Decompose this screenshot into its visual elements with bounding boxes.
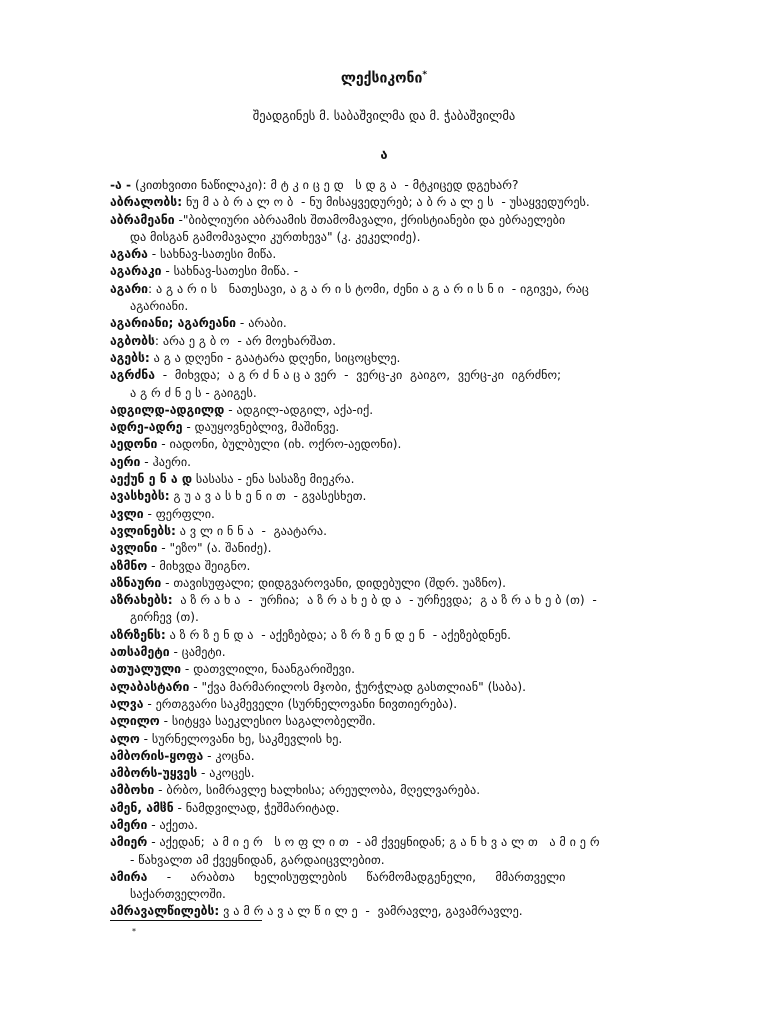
section-letter: ა [380,148,388,163]
entry-definition: - დაუყოვნებლივ, მაშინვე. [182,420,340,435]
dictionary-entry [110,661,710,678]
entry-headword: აზრზენს: [110,627,166,642]
entry-headword: ამრავალწილებს: [110,904,220,919]
entry-headword: აედონი [110,437,158,452]
dictionary-entry [110,436,710,453]
entry-definition: - აქეთა. [147,817,198,832]
entry-headword: ალო [110,731,140,746]
entry-headword: ალვა [110,696,144,711]
dictionary-entry [110,194,710,211]
entry-definition: - ადგილ-ადგილ, აქა-იქ. [224,402,374,417]
entry-definition: - სიტყვა საეკლესიო საგალობელში. [159,714,376,729]
dictionary-entry [110,419,710,436]
entry-headword: ათსამეტი [110,645,170,660]
authors-line: შეადგინეს მ. საბაშვილმა და მ. ჭაბაშვილმა [252,108,516,123]
entry-definition: - ერთგვარი საკმეველი (სურნელოვანი ნივთიერება). [143,696,458,711]
entry-definition: ვ ა მ რ ა ვ ა ლ წ ი ლ ე - ვამრავლე, გავამრავლე. [219,904,523,919]
entry-definition: - იადონი, ბულბული (იხ. ოქრო-აედონი). [157,437,402,452]
dictionary-entry [110,713,710,730]
entry-definition: - თავისუფალი; დიდგვაროვანი, დიდებული (შდრ. უაზნო). [161,575,507,590]
dictionary-entry [110,367,710,402]
dictionary-entry [110,627,710,644]
entry-headword: აგებს: [110,350,150,365]
entry-headword: აგარიანი; აგარეანი [110,316,237,331]
entry-definition: - აქედან; ა მ ი ე რ ს ო ფ ლ ი თ - ამ ქვეყნიდან; გ ა ნ ხ ვ ა ლ თ ა მ ი ე რ [147,835,600,850]
dictionary-entry [110,817,710,834]
entry-definition: - აკოცეს. [197,766,255,781]
dictionary-entry [110,246,710,263]
entry-headword: ავლინი [110,541,158,556]
dictionary-entry [110,869,710,904]
entry-headword: აზნაური [110,575,162,590]
entry-definition: - ნამდვილად, ჭეშმარიტად. [173,800,340,815]
entry-headword: ავლინებს: [110,523,176,538]
entry-definition: - სურნელოვანი ხე, საკმევლის ხე. [139,731,343,746]
entry-continuation: - წახვალთ ამ ქვეყნიდან, გარდაიცვლებით. [130,852,385,867]
dictionary-entry [110,903,710,920]
entry-definition: - მიხვდა შეიგნო. [147,558,251,573]
entry-headword: აექუნ ე ნ ა დ [110,472,193,487]
entry-definition: - სახნავ-სათესი მიწა. [147,247,277,262]
page-title: ლექსიკონი* [340,70,428,87]
dictionary-entry [110,471,710,488]
dictionary-entries [110,177,710,921]
entry-headword: ალილო [110,714,160,729]
dictionary-entry [110,748,710,765]
entry-headword: ამბოხი [110,783,155,798]
entry-definition: - ცამეტი. [169,645,226,660]
entry-definition: - არაბი. [236,316,287,331]
entry-definition: -"ბიბლიური აბრაამის შთამომავალი, ქრისტიანები და ებრაელები [174,212,566,227]
entry-headword: ალაბასტარი [110,679,190,694]
entry-headword: აერი [110,454,141,469]
entry-definition: : ა გ ა რ ი ს ნათესავი, ა გ ა რ ი ს ტომი, ძენი ა გ ა რ ი ს ნ ი - იგივეა, რაც [147,281,589,296]
dictionary-entry [110,488,710,505]
entry-headword: ამერი [110,817,148,832]
dictionary-entry [110,765,710,782]
footnote-reference: * [422,70,428,80]
entry-headword: ამენ, ამჱნ [110,800,174,815]
dictionary-entry [110,782,710,799]
entry-headword: ათუალული [110,662,182,677]
entry-headword: აბრამეანი [110,212,175,227]
entry-definition: - ბრბო, სიმრავლე ხალხისა; არეულობა, მღელვარება. [154,783,481,798]
dictionary-entry [110,212,710,247]
dictionary-entry [110,731,710,748]
entry-definition: - არაბთა ხელისუფლების წარმომადგენელი, მმართველი [147,869,566,884]
dictionary-entry [110,592,710,627]
entry-continuation: ა გ რ ძ ნ ე ს - გაიგეს. [130,385,257,400]
entry-headword: ავლი [110,506,144,521]
entry-definition: ა ზ რ ზ ე ნ დ ა - აქეზებდა; ა ზ რ ზ ე ნ დ ე ნ - აქეზებდნენ. [165,627,512,642]
entry-continuation: საქართველოში. [130,887,226,902]
entry-headword: ამირა [110,869,148,884]
entry-definition: - ჰაერი. [140,454,192,469]
entry-definition: - ფერფლი. [143,506,215,521]
dictionary-entry [110,679,710,696]
dictionary-entry [110,834,710,869]
entry-headword: აზრახებს: [110,593,173,608]
entry-definition: ნუ მ ა ბ რ ა ლ ო ბ - ნუ მისაყვედურებ; ა ბ რ ა ლ ე ს - უსაყვედურეს. [182,195,590,210]
entry-definition: ა ზ რ ა ხ ა - ურჩია; ა ზ რ ა ხ ე ბ დ ა - ურჩევდა; გ ა ზ რ ა ხ ე ბ (თ) - [172,593,597,608]
dictionary-entry [110,575,710,592]
entry-headword: აგრძნა [110,368,155,383]
dictionary-entry [110,558,710,575]
entry-headword: ავასხებს: [110,489,170,504]
entry-continuation: აგარიანი. [130,299,189,314]
entry-definition: გ უ ა ვ ა ს ხ ე ნ ი თ - გვასესხეთ. [169,489,367,504]
entry-continuation: გირჩევ (თ). [130,610,199,625]
entry-headword: -ა - [110,178,132,192]
dictionary-entry [110,263,710,280]
dictionary-entry [110,315,710,332]
entry-definition: - დათვლილი, ნაანგარიშევი. [181,662,356,677]
dictionary-entry [110,454,710,471]
dictionary-entry [110,800,710,817]
entry-headword: აზმნო [110,558,148,573]
dictionary-entry [110,540,710,557]
entry-definition: - მიხვდა; ა გ რ ძ ნ ა ც ა ვერ - ვერც-კი გაიგო, ვერც-კი იგრძნო; [154,368,562,383]
entry-headword: აბრალობს: [110,195,183,210]
entry-definition: : არა ე გ ბ ო - არ მოეხარშათ. [154,333,336,348]
entry-headword: ამბორის-ყოფა [110,748,204,763]
dictionary-entry [110,696,710,713]
footnote-mark: * [132,927,136,936]
dictionary-entry [110,523,710,540]
dictionary-entry [110,350,710,367]
entry-headword: აგარი [110,281,148,296]
entry-headword: ამბორს-უყვეს [110,766,198,781]
entry-definition: სასასა - ენა სასაზე მიეკრა. [192,472,355,487]
entry-definition: - სახნავ-სათესი მიწა. - [161,264,299,279]
entry-headword: აგბობს [110,333,155,348]
dictionary-entry [110,333,710,350]
dictionary-entry [110,402,710,419]
entry-definition: - კოცნა. [203,748,255,763]
dictionary-entry [110,177,710,194]
entry-definition: - "ეზო" (ა. შანიძე). [157,541,272,556]
entry-headword: აგარა [110,247,148,262]
entry-headword: ადგილდ-ადგილდ [110,402,225,417]
entry-continuation: და მისგან გამომავალი კურთხევა" (კ. კეკელიძე). [130,229,421,244]
entry-definition: (კითხვითი ნაწილაკი): მ ტ კ ი ც ე დ ს დ გ ა - მტკიცედ დგეხარ? [131,178,519,192]
entry-definition: ა გ ა დღენი - გაატარა დღენი, სიცოცხლე. [149,350,401,365]
entry-headword: ამიერ [110,835,148,850]
dictionary-entry [110,281,710,316]
entry-definition: - "ქვა მარმარილოს მჯობი, ჭურჭლად გასთლიან" (საბა). [189,679,527,694]
footnote-rule [110,920,262,921]
dictionary-entry [110,644,710,661]
entry-headword: აგარაკი [110,264,162,279]
entry-headword: ადრე-ადრე [110,420,183,435]
entry-definition: ა ვ ლ ი ნ ნ ა - გაატარა. [175,523,327,538]
dictionary-entry [110,506,710,523]
